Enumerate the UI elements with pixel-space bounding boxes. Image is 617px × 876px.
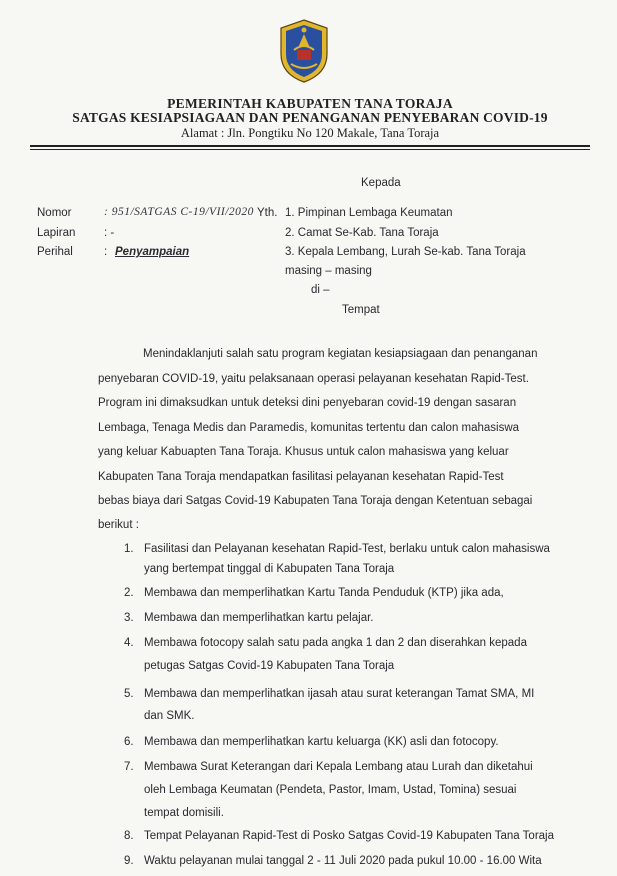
paragraph-line: yang keluar Kabuapten Tana Toraja. Khusus untuk calon mahasiswa yang keluar — [98, 446, 509, 458]
paragraph-line: penyebaran COVID-19, yaitu pelaksanaan operasi pelayanan kesehatan Rapid-Test. — [98, 373, 529, 385]
item-line: yang bertempat tinggal di Kabupaten Tana Toraja — [144, 563, 395, 575]
item-line: Membawa dan memperlihatkan kartu pelajar. — [144, 612, 374, 624]
recipient-tempat: Tempat — [342, 304, 380, 316]
lampiran-value: : - — [104, 227, 115, 239]
paragraph-line: Menindaklanjuti salah satu program kegiatan kesiapsiagaan dan penanganan — [143, 348, 538, 360]
header-address: Alamat : Jln. Pongtiku No 120 Makale, Tana Toraja — [180, 126, 440, 140]
perihal-colon: : — [104, 246, 108, 258]
item-line: Membawa Surat Keterangan dari Kepala Lembang atau Lurah dan diketahui — [144, 761, 533, 773]
item-number: 6. — [124, 736, 134, 748]
header-divider-thin — [30, 149, 590, 150]
kepada-label: Kepada — [361, 177, 401, 189]
item-number: 8. — [124, 830, 134, 842]
item-number: 4. — [124, 637, 134, 649]
item-line: Tempat Pelayanan Rapid-Test di Posko Satgas Covid-19 Kabupaten Tana Toraja — [144, 830, 555, 842]
yth-label: Yth. — [257, 207, 278, 219]
recipient-di: di – — [311, 284, 330, 296]
nomor-value: : 951/SATGAS C-19/VII/2020 — [104, 206, 254, 218]
item-number: 9. — [124, 855, 134, 867]
item-number: 5. — [124, 688, 134, 700]
paragraph-line: Program ini dimaksudkan untuk deteksi dini penyebaran covid-19 dengan sasaran — [98, 397, 517, 409]
item-line: Fasilitasi dan Pelayanan kesehatan Rapid-Test, berlaku untuk calon mahasiswa — [144, 543, 550, 555]
perihal-label: Perihal — [37, 246, 73, 258]
paragraph-line: berikut : — [98, 519, 139, 531]
recipient-2: 2. Camat Se-Kab. Tana Toraja — [285, 227, 439, 239]
nomor-label: Nomor — [37, 207, 72, 219]
header-divider-thick — [30, 145, 590, 147]
header-government: PEMERINTAH KABUPATEN TANA TORAJA — [167, 96, 453, 111]
recipient-1: 1. Pimpinan Lembaga Keumatan — [285, 207, 453, 219]
item-number: 1. — [124, 543, 134, 555]
item-line: Membawa fotocopy salah satu pada angka 1 dan 2 dan diserahkan kepada — [144, 637, 527, 649]
item-line: tempat domisili. — [144, 807, 224, 819]
item-line: oleh Lembaga Keumatan (Pendeta, Pastor, Imam, Ustad, Tomina) sesuai — [144, 784, 517, 796]
paragraph-line: Kabupaten Tana Toraja mendapatkan fasilitasi pelayanan kesehatan Rapid-Test — [98, 471, 504, 483]
header-taskforce: SATGAS KESIAPSIAGAAN DAN PENANGANAN PENYEBARAN COVID-19 — [72, 110, 548, 125]
item-line: Waktu pelayanan mulai tanggal 2 - 11 Juli 2020 pada pukul 10.00 - 16.00 Wita — [144, 855, 542, 867]
lampiran-label: Lapiran — [37, 227, 76, 239]
perihal-value: Penyampaian — [115, 246, 190, 258]
item-line: dan SMK. — [144, 710, 195, 722]
recipient-masing: masing – masing — [285, 265, 372, 277]
item-number: 3. — [124, 612, 134, 624]
item-line: petugas Satgas Covid-19 Kabupaten Tana Toraja — [144, 660, 395, 672]
item-number: 2. — [124, 587, 134, 599]
recipient-3: 3. Kepala Lembang, Lurah Se-kab. Tana Toraja — [285, 246, 526, 258]
item-line: Membawa dan memperlihatkan kartu keluarga (KK) asli dan fotocopy. — [144, 736, 499, 748]
paragraph-line: bebas biaya dari Satgas Covid-19 Kabupaten Tana Toraja dengan Ketentuan sebagai — [98, 495, 533, 507]
item-line: Membawa dan memperlihatkan ijasah atau surat keterangan Tamat SMA, MI — [144, 688, 535, 700]
paragraph-line: Lembaga, Tenaga Medis dan Paramedis, komunitas tertentu dan calon mahasiswa — [98, 422, 520, 434]
item-line: Membawa dan memperlihatkan Kartu Tanda Penduduk (KTP) jika ada, — [144, 587, 504, 599]
regency-emblem-icon — [277, 18, 331, 84]
item-number: 7. — [124, 761, 134, 773]
